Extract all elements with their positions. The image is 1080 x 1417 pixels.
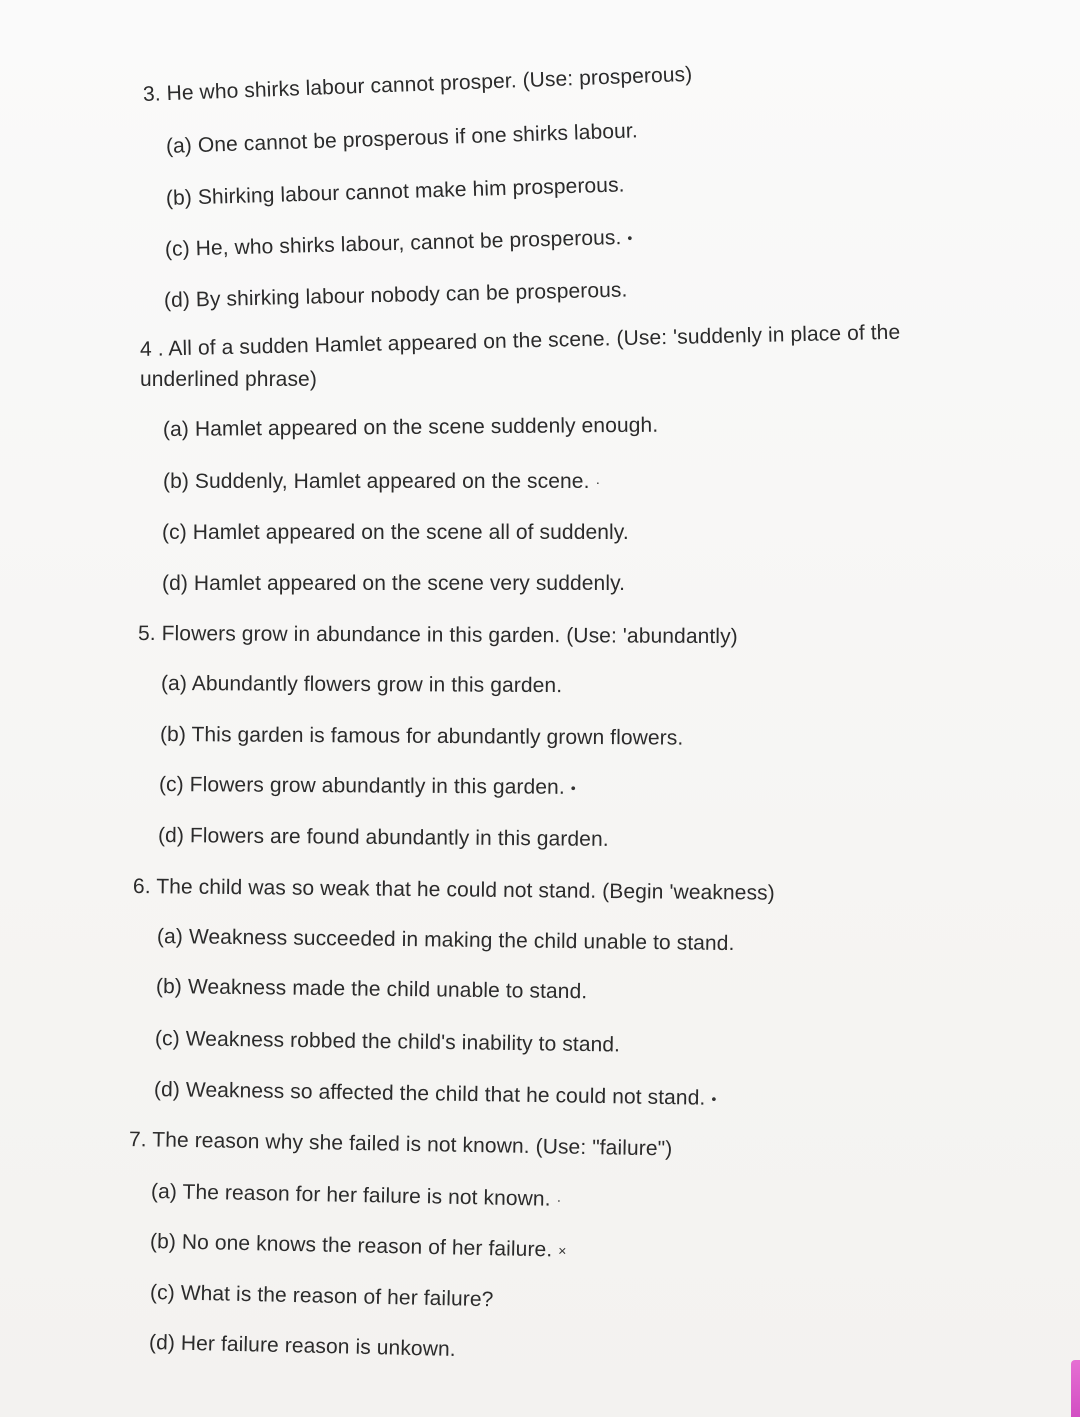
question-4-option-a xyxy=(163,414,658,442)
answer-mark: · xyxy=(556,1192,562,1209)
question-6-option-b xyxy=(156,975,588,1004)
question-6-stem: 6. The child was so weak that he could not stand. (Begin 'weakness) xyxy=(132,875,775,905)
question-7-option-a xyxy=(151,1180,562,1212)
answer-mark: • xyxy=(570,780,576,797)
answer-mark: · xyxy=(595,474,601,491)
question-7-stem: 7. The reason why she failed is not known. (Use: "failure") xyxy=(128,1128,673,1161)
question-5-option-b xyxy=(160,723,684,751)
question-7-option-b xyxy=(150,1230,567,1263)
question-3-option-b xyxy=(166,173,625,211)
question-6-option-d xyxy=(154,1078,717,1111)
question-3-option-d xyxy=(164,278,628,313)
question-4-stem-line2: underlined phrase) xyxy=(140,368,317,391)
answer-mark: • xyxy=(627,230,633,247)
option-text: (c) Weakness robbed the child's inability to stand. xyxy=(154,1027,621,1057)
option-text: (a) Abundantly flowers grow in this garden. xyxy=(160,672,563,698)
option-text: (b) This garden is famous for abundantly grown flowers. xyxy=(159,723,684,750)
answer-mark: • xyxy=(711,1091,717,1108)
option-text: (c) He, who shirks labour, cannot be prosperous. xyxy=(164,226,622,261)
question-4-option-d xyxy=(162,572,625,596)
option-text: (a) Hamlet appeared on the scene suddenly enough. xyxy=(162,413,659,441)
question-7-option-d xyxy=(149,1331,456,1362)
question-3-option-c xyxy=(165,226,633,262)
question-5-option-d xyxy=(158,824,609,852)
question-4-option-c xyxy=(162,521,629,545)
option-text: (a) One cannot be prosperous if one shirks labour. xyxy=(165,119,639,158)
option-text: (b) No one knows the reason of her failure. xyxy=(149,1230,553,1262)
pink-object-edge xyxy=(1071,1360,1080,1417)
question-4-stem-line1: 4 . All of a sudden Hamlet appeared on the scene. (Use: 'suddenly in place of the xyxy=(139,320,901,361)
answer-mark: × xyxy=(558,1243,567,1260)
question-4-option-b xyxy=(163,470,600,494)
option-text: (a) The reason for her failure is not known. xyxy=(150,1180,551,1211)
option-text: (c) Flowers grow abundantly in this garden. xyxy=(158,773,565,799)
option-text: (b) Shirking labour cannot make him prosperous. xyxy=(165,173,625,210)
question-6-option-a xyxy=(157,925,735,956)
question-5-option-a xyxy=(161,672,562,698)
option-text: (b) Weakness made the child unable to stand. xyxy=(155,975,588,1004)
option-text: (c) Hamlet appeared on the scene all of suddenly. xyxy=(162,521,629,544)
option-text: (a) Weakness succeeded in making the child unable to stand. xyxy=(156,925,735,956)
question-7-option-c xyxy=(150,1281,494,1312)
option-text: (d) Flowers are found abundantly in this garden. xyxy=(157,824,609,851)
question-3-stem: 3. He who shirks labour cannot prosper. (Use: prosperous) xyxy=(142,62,693,106)
question-3-option-a xyxy=(166,119,638,159)
option-text: (d) Weakness so affected the child that he could not stand. xyxy=(153,1078,706,1110)
option-text: (c) What is the reason of her failure? xyxy=(149,1281,494,1312)
option-text: (b) Suddenly, Hamlet appeared on the scene. xyxy=(163,470,590,493)
option-text: (d) Hamlet appeared on the scene very suddenly. xyxy=(162,572,626,595)
option-text: (d) By shirking labour nobody can be prosperous. xyxy=(163,278,628,312)
question-5-option-c xyxy=(159,773,576,800)
question-6-option-c xyxy=(155,1027,620,1057)
question-5-stem: 5. Flowers grow in abundance in this garden. (Use: 'abundantly) xyxy=(137,622,738,649)
option-text: (d) Her failure reason is unkown. xyxy=(148,1331,456,1361)
